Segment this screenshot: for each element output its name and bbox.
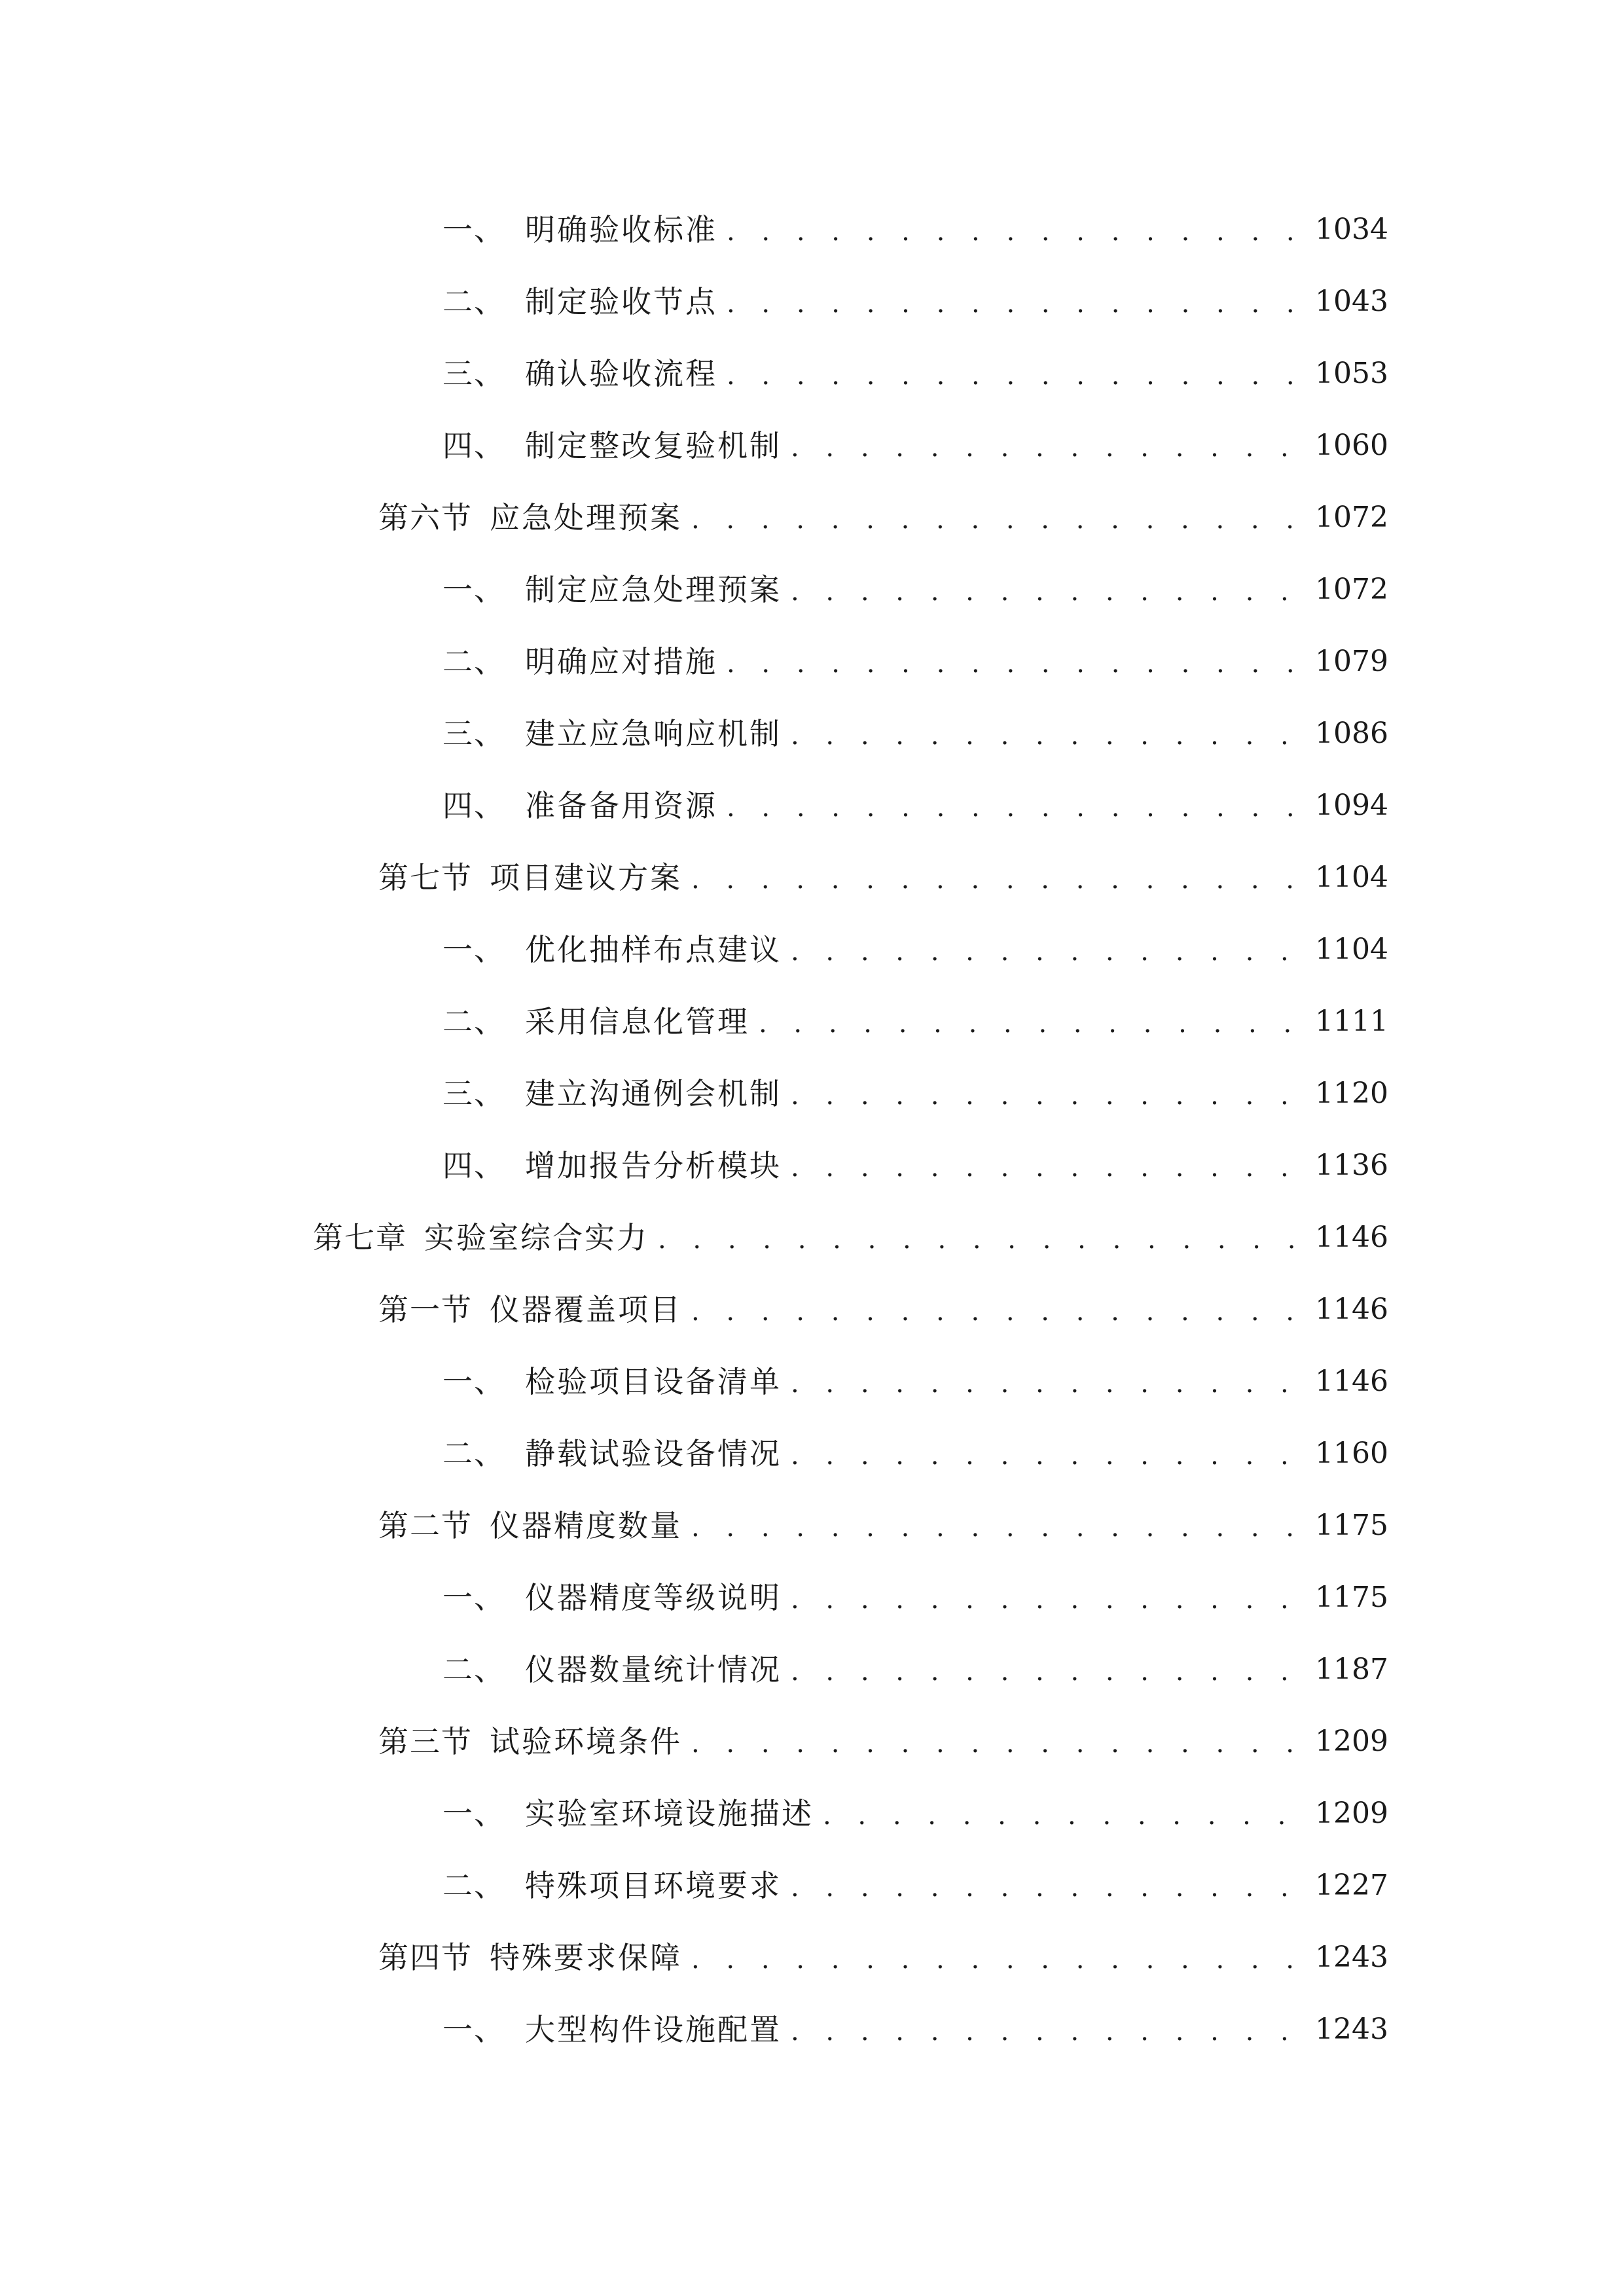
toc-dot-leader (691, 1727, 1302, 1757)
toc-entry[interactable] (0, 698, 1624, 770)
toc-dot-leader (658, 1223, 1302, 1253)
toc-dot-leader (791, 1079, 1302, 1109)
toc-entry-page: 1111 (1315, 1005, 1388, 1038)
toc-entry-page: 1187 (1315, 1653, 1388, 1686)
toc-entry-page: 1072 (1315, 501, 1388, 534)
toc-entry-marker: 第七章 (313, 1220, 407, 1255)
toc-dot-leader (791, 575, 1302, 605)
toc-entry[interactable] (0, 626, 1624, 698)
toc-entry-title: 仪器精度数量 (490, 1508, 682, 1543)
toc-entry[interactable] (0, 554, 1624, 626)
toc-entry-page: 1175 (1315, 1581, 1388, 1614)
toc-entry-page: 1227 (1315, 1869, 1388, 1902)
toc-entry-marker: 第七节 (378, 860, 473, 895)
toc-entry-marker: 二、 (442, 644, 505, 679)
toc-section-entry[interactable] (0, 1922, 1624, 1994)
toc-entry-page: 1146 (1315, 1365, 1388, 1398)
toc-entry-title: 特殊要求保障 (490, 1940, 682, 1975)
toc-entry-title: 建立沟通例会机制 (525, 1076, 782, 1111)
toc-dot-leader (727, 791, 1302, 821)
toc-section-entry[interactable] (0, 1274, 1624, 1346)
toc-entry-page: 1060 (1315, 429, 1388, 462)
toc-entry-marker: 二、 (442, 1868, 505, 1903)
toc-section-entry[interactable] (0, 482, 1624, 554)
toc-entry-page: 1120 (1315, 1077, 1388, 1110)
toc-entry-marker: 第三节 (378, 1724, 473, 1759)
toc-entry-page: 1034 (1315, 213, 1388, 246)
toc-entry-title: 明确应对措施 (525, 644, 717, 679)
toc-entry-title: 仪器数量统计情况 (525, 1652, 782, 1687)
toc-entry-title: 应急处理预案 (490, 500, 682, 535)
toc-entry-title: 建立应急响应机制 (525, 716, 782, 751)
toc-entry-marker: 第六节 (378, 500, 473, 535)
toc-entry-title: 特殊项目环境要求 (525, 1868, 782, 1903)
toc-entry[interactable] (0, 770, 1624, 842)
toc-dot-leader (791, 1583, 1302, 1613)
toc-entry[interactable] (0, 1634, 1624, 1706)
toc-entry[interactable] (0, 1562, 1624, 1634)
toc-entry-page: 1146 (1315, 1293, 1388, 1326)
toc-entry[interactable] (0, 1058, 1624, 1130)
toc-entry-title: 实验室环境设施描述 (525, 1796, 814, 1831)
toc-entry-marker: 一、 (442, 2012, 505, 2047)
toc-entry-title: 明确验收标准 (525, 212, 717, 247)
toc-entry[interactable] (0, 410, 1624, 482)
toc-entry-page: 1160 (1315, 1437, 1388, 1470)
toc-dot-leader (791, 935, 1302, 965)
toc-entry[interactable] (0, 986, 1624, 1058)
toc-entry[interactable] (0, 914, 1624, 986)
toc-entry-title: 大型构件设施配置 (525, 2012, 782, 2047)
toc-entry-page: 1072 (1315, 573, 1388, 606)
toc-entry-title: 增加报告分析模块 (525, 1148, 782, 1183)
toc-entry-page: 1104 (1315, 933, 1388, 966)
toc-entry-marker: 三、 (442, 716, 505, 751)
toc-entry-title: 检验项目设备清单 (525, 1364, 782, 1399)
toc-entry-page: 1094 (1315, 789, 1388, 822)
toc-entry-title: 静载试验设备情况 (525, 1436, 782, 1471)
toc-entry-title: 项目建议方案 (490, 860, 682, 895)
toc-entry-page: 1104 (1315, 861, 1388, 894)
toc-entry-title: 仪器精度等级说明 (525, 1580, 782, 1615)
toc-dot-leader (691, 1511, 1302, 1541)
toc-entry-page: 1243 (1315, 1941, 1388, 1974)
toc-entry[interactable] (0, 338, 1624, 410)
toc-entry-title: 准备备用资源 (525, 788, 717, 823)
toc-dot-leader (791, 1871, 1302, 1901)
toc-entry-page: 1079 (1315, 645, 1388, 678)
toc-dot-leader (727, 215, 1302, 245)
toc-entry-marker: 第四节 (378, 1940, 473, 1975)
toc-entry-marker: 第一节 (378, 1292, 473, 1327)
toc-entry-page: 1209 (1315, 1725, 1388, 1758)
toc-entry-page: 1146 (1315, 1221, 1388, 1254)
toc-entry-title: 优化抽样布点建议 (525, 932, 782, 967)
toc-dot-leader (791, 719, 1302, 749)
toc-dot-leader (727, 287, 1302, 317)
toc-entry-title: 采用信息化管理 (525, 1004, 749, 1039)
toc-entry[interactable] (0, 1778, 1624, 1850)
toc-section-entry[interactable] (0, 1490, 1624, 1562)
toc-dot-leader (791, 431, 1302, 461)
toc-entry-page: 1053 (1315, 357, 1388, 390)
toc-entry-marker: 四、 (442, 428, 505, 463)
toc-entry-marker: 一、 (442, 572, 505, 607)
table-of-contents (0, 194, 1624, 2066)
toc-entry-marker: 四、 (442, 788, 505, 823)
toc-entry-page: 1175 (1315, 1509, 1388, 1542)
toc-entry[interactable] (0, 1994, 1624, 2066)
toc-dot-leader (791, 1655, 1302, 1685)
toc-section-entry[interactable] (0, 842, 1624, 914)
toc-dot-leader (791, 1439, 1302, 1469)
toc-entry-page: 1136 (1315, 1149, 1388, 1182)
toc-entry-marker: 二、 (442, 284, 505, 319)
toc-entry-page: 1209 (1315, 1797, 1388, 1830)
toc-dot-leader (691, 863, 1302, 893)
toc-entry-marker: 四、 (442, 1148, 505, 1183)
toc-entry-page: 1086 (1315, 717, 1388, 750)
toc-entry-title: 仪器覆盖项目 (490, 1292, 682, 1327)
toc-entry-title: 制定验收节点 (525, 284, 717, 319)
toc-entry-marker: 二、 (442, 1652, 505, 1687)
toc-entry[interactable] (0, 1130, 1624, 1202)
toc-section-entry[interactable] (0, 1706, 1624, 1778)
toc-dot-leader (727, 647, 1302, 677)
toc-entry[interactable] (0, 1346, 1624, 1418)
toc-dot-leader (791, 1367, 1302, 1397)
toc-dot-leader (691, 503, 1302, 533)
toc-entry[interactable] (0, 1418, 1624, 1490)
toc-entry-marker: 一、 (442, 212, 505, 247)
toc-chapter-entry[interactable] (0, 1202, 1624, 1274)
toc-dot-leader (791, 2015, 1302, 2045)
toc-entry-marker: 第二节 (378, 1508, 473, 1543)
toc-entry[interactable] (0, 266, 1624, 338)
toc-entry-marker: 三、 (442, 1076, 505, 1111)
toc-dot-leader (727, 359, 1302, 389)
toc-entry-page: 1243 (1315, 2013, 1388, 2046)
toc-entry-marker: 三、 (442, 356, 505, 391)
toc-entry-marker: 一、 (442, 1580, 505, 1615)
toc-entry-title: 实验室综合实力 (424, 1220, 649, 1255)
toc-dot-leader (759, 1007, 1302, 1037)
toc-entry-marker: 二、 (442, 1436, 505, 1471)
toc-dot-leader (823, 1799, 1302, 1829)
toc-entry-marker: 一、 (442, 1796, 505, 1831)
toc-dot-leader (691, 1943, 1302, 1973)
toc-entry-title: 确认验收流程 (525, 356, 717, 391)
toc-entry-marker: 一、 (442, 932, 505, 967)
toc-dot-leader (791, 1151, 1302, 1181)
toc-entry-title: 制定整改复验机制 (525, 428, 782, 463)
toc-entry-title: 制定应急处理预案 (525, 572, 782, 607)
toc-entry[interactable] (0, 1850, 1624, 1922)
toc-dot-leader (691, 1295, 1302, 1325)
toc-entry-page: 1043 (1315, 285, 1388, 318)
toc-entry[interactable] (0, 194, 1624, 266)
toc-entry-title: 试验环境条件 (490, 1724, 682, 1759)
toc-entry-marker: 二、 (442, 1004, 505, 1039)
toc-entry-marker: 一、 (442, 1364, 505, 1399)
